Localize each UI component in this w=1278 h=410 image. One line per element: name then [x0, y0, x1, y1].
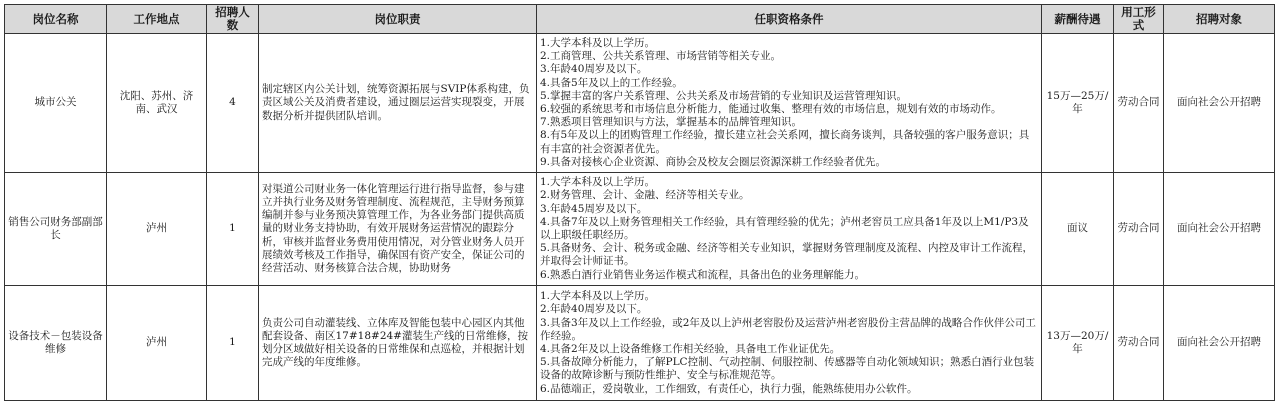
cell-salary: 13万—20万/年: [1042, 286, 1114, 401]
table-row: [5, 173, 1275, 286]
requirements-list: [540, 37, 1038, 169]
duty-text: 制定辖区内公关计划，统筹资源拓展与SVIP体系构建，负责区域公关及消费者建设，通过圈层运营实现裂变，开展数据分析并提供团队培训。: [262, 83, 530, 122]
requirement-item: 3.年龄45周岁及以下。: [540, 202, 648, 215]
header-row: [5, 5, 1275, 34]
recruitment-table: [4, 4, 1275, 401]
cell-salary: 15万—25万/年: [1042, 34, 1114, 173]
requirement-item: 1.大学本科及以上学历。: [540, 36, 656, 49]
requirement-item: 2.年龄40周岁及以下。: [540, 303, 648, 316]
cell-duty: [259, 286, 537, 401]
cell-location: 泸州: [107, 173, 207, 286]
cell-target: 面向社会公开招聘: [1164, 286, 1275, 401]
table-header: [5, 5, 1275, 34]
cell-duty: [259, 173, 537, 286]
requirement-item: 1.大学本科及以上学历。: [540, 176, 656, 189]
requirement-item: 3.具备3年及以上工作经验，或2年及以上泸州老窖股份及运营泸州老窖股份主营品牌的战略合作伙伴公司工作经验。: [540, 316, 1036, 342]
header-location: 工作地点: [107, 5, 207, 34]
cell-location: 泸州: [107, 286, 207, 401]
cell-count: 1: [207, 173, 259, 286]
header-count: 招聘人数: [207, 5, 259, 34]
cell-position: 城市公关: [5, 34, 107, 173]
cell-count: 1: [207, 286, 259, 401]
requirement-item: 4.具备2年及以上设备维修工作相关经验，具备电工作业证优先。: [540, 343, 841, 355]
requirement-item: 5.具备财务、会计、税务或金融、经济等相关专业知识，掌握财务管理制度及流程、内控及审计工作流程，并取得会计师证书。: [540, 242, 1034, 268]
header-salary: 薪酬待遇: [1042, 5, 1114, 34]
cell-requirements: [537, 286, 1042, 401]
cell-employment: 劳动合同: [1114, 173, 1164, 286]
header-requirements: 任职资格条件: [537, 5, 1042, 34]
requirement-item: 3.年龄40周岁及以下。: [540, 63, 648, 76]
requirement-item: 5.具备故障分析能力，了解PLC控制、气动控制、伺服控制、传感器等自动化领域知识；熟悉白酒行业包装设备的故障诊断与预防性维护、安全与标准规范等。: [540, 356, 1035, 382]
cell-position: 销售公司财务部副部长: [5, 173, 107, 286]
cell-count: 4: [207, 34, 259, 173]
requirement-item: 6.熟悉白酒行业销售业务运作模式和流程，具备出色的业务理解能力。: [540, 268, 866, 281]
requirements-list: [540, 176, 1038, 282]
requirement-item: 6.品德端正，爱岗敬业，工作细致，有责任心，执行力强，能熟练使用办公软件。: [540, 382, 918, 395]
duty-text: 负责公司自动灌装线、立体库及智能包装中心园区内其他配套设备、南区17#18#24#灌装生产线的日常维修，按划分区域做好相关设备的日常维保和点巡检，并根据计划完成产线的年度维修。: [262, 316, 528, 369]
cell-salary: 面议: [1042, 173, 1114, 286]
cell-target: 面向社会公开招聘: [1164, 34, 1275, 173]
requirements-list: [540, 290, 1038, 396]
requirement-item: 2.财务管理、会计、金融、经济等相关专业。: [540, 189, 750, 202]
table-row: [5, 286, 1275, 401]
cell-requirements: [537, 34, 1042, 173]
requirement-item: 1.大学本科及以上学历。: [540, 290, 656, 303]
table-row: [5, 34, 1275, 173]
cell-requirements: [537, 173, 1042, 286]
cell-employment: 劳动合同: [1114, 34, 1164, 173]
header-position: 岗位名称: [5, 5, 107, 34]
header-duty: 岗位职责: [259, 5, 537, 34]
requirement-item: 4.具备7年及以上财务管理相关工作经验，具有管理经验的优先；泸州老窖员工应具备1年及以上M1/P3及以上职级任职经历。: [540, 215, 1029, 241]
cell-location: 沈阳、苏州、济南、武汉: [107, 34, 207, 173]
requirement-item: 6.较强的系统思考和市场信息分析能力，能通过收集、整理有效的市场信息，规划有效的市场动作。: [540, 103, 1002, 115]
header-employment: 用工形式: [1114, 5, 1164, 34]
cell-target: 面向社会公开招聘: [1164, 173, 1275, 286]
requirement-item: 9.具备对接核心企业资源、商协会及校友会圈层资源深耕工作经验者优先。: [540, 155, 887, 168]
requirement-item: 2.工商管理、公共关系管理、市场营销等相关专业。: [540, 50, 782, 63]
duty-text: 对渠道公司财业务一体化管理运行进行指导监督，参与建立并执行业务及财务管理制度、流程规范，主导财务预算编制并参与业务预决算管理工作，为各业务部门提供高质量的财业务支持协助，有效开展财务运营情况的跟踪分析，审核并监督业务费用使用情况，对分管业财务人员开展绩效考核及工作指导，确保国有资产安全，保证公司的经营活动、财务核算合法合规，协助财务: [262, 182, 525, 274]
requirement-item: 4.具备5年及以上的工作经验。: [540, 76, 683, 89]
header-target: 招聘对象: [1164, 5, 1275, 34]
requirement-item: 5.掌握丰富的客户关系管理、公共关系及市场营销的专业知识及运营管理知识。: [540, 89, 908, 102]
cell-employment: 劳动合同: [1114, 286, 1164, 401]
requirement-item: 7.熟悉项目管理知识与方法，掌握基本的品牌管理知识。: [540, 116, 803, 129]
requirement-item: 8.有5年及以上的团购管理工作经验，擅长建立社会关系网，擅长商务谈判，具备较强的客户服务意识；具有丰富的社会资源者优先。: [540, 129, 1030, 155]
cell-position: 设备技术－包装设备维修: [5, 286, 107, 401]
cell-duty: [259, 34, 537, 173]
